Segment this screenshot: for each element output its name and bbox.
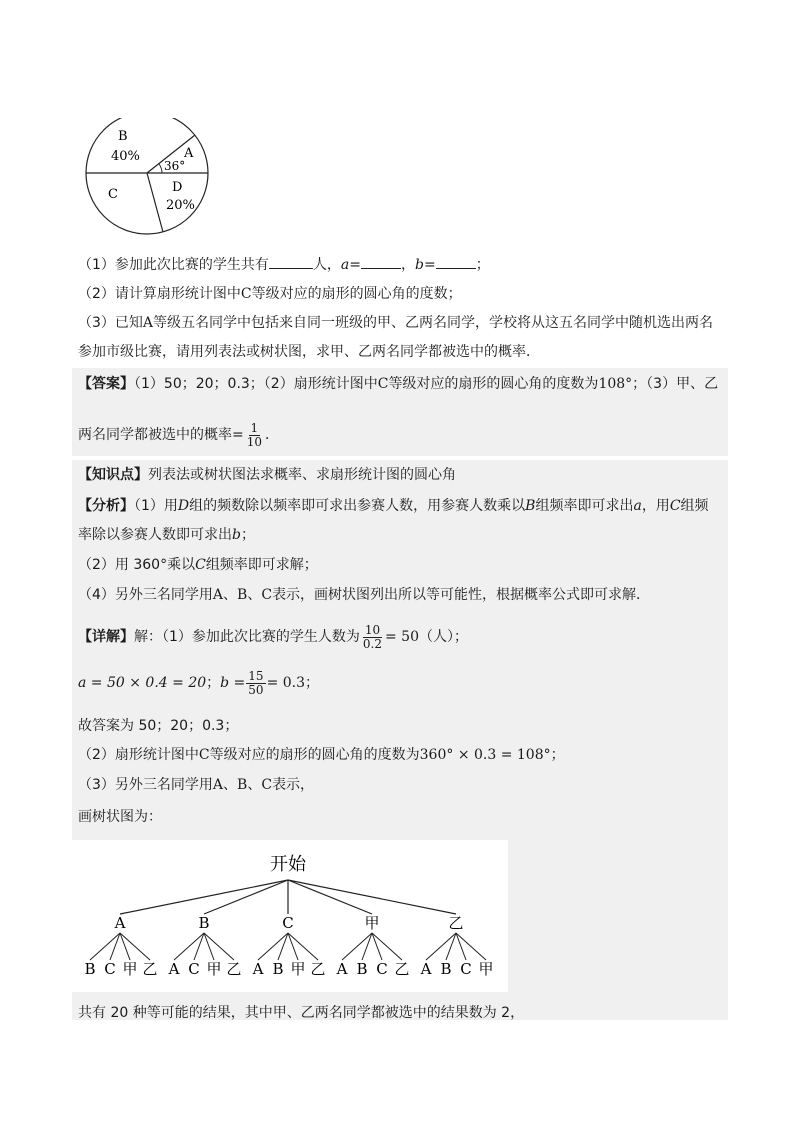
tree-leaf-label: B	[272, 960, 284, 978]
analysis-l1d: ，用	[641, 498, 670, 514]
analysis-l1c: 组频率即可求出	[535, 498, 634, 514]
q1-unit: 人，	[312, 257, 341, 273]
detail-l4-c: C	[198, 747, 210, 763]
detail-l5b: 表示，	[272, 777, 315, 793]
q2-suffix: 等级对应的扇形的圆心角的度数；	[251, 286, 462, 302]
detail-l5-A: A	[212, 777, 224, 793]
detail-line6	[78, 807, 162, 827]
detail-l5-sep2: 、	[247, 777, 262, 793]
detail-l2-sep: ；	[206, 675, 221, 691]
answer-line1	[78, 374, 718, 394]
q3-line2-text: 参加市级比赛，请用列表法或树状图，求甲、乙两名同学都被选中的概率．	[78, 344, 540, 360]
tree-leaf-label: 甲	[478, 960, 494, 978]
q1-var-b: b	[415, 257, 424, 273]
q1-blank-total	[269, 254, 313, 269]
tree-edge-root-3	[288, 880, 372, 914]
detail-f2-num: 15	[248, 668, 264, 683]
tree-leaf-label: C	[104, 960, 116, 978]
detail-f2-result: = 0.3	[266, 675, 306, 691]
detail-tag: 【详解】	[78, 629, 134, 645]
pie-circle	[86, 118, 208, 234]
detail-f2-den: 50	[248, 682, 264, 697]
tree-edge-root-1	[204, 880, 288, 914]
q1-var-a: a	[340, 257, 350, 273]
tree-leaf-label: C	[460, 960, 472, 978]
detail-line3	[78, 716, 238, 736]
detail-l1a: 解：（1）参加此次比赛的学生人数为	[134, 629, 360, 645]
detail-l4a: （2）扇形统计图中	[78, 747, 199, 763]
detail-l5a: （3）另外三名同学用	[78, 777, 213, 793]
tree-leaf-label: C	[376, 960, 388, 978]
detail-l4b: 等级对应的扇形的圆心角的度数为	[209, 747, 420, 763]
tree-leaf-label: A	[420, 960, 432, 978]
answer-eq: =	[232, 427, 244, 443]
pie-divider-cd	[147, 173, 163, 232]
answer-part3: ；（3）甲、乙	[632, 376, 719, 392]
tree-root-label: 开始	[270, 854, 306, 875]
tree-diagram	[72, 840, 508, 992]
tree-edge-root-4	[288, 880, 456, 914]
analysis-l1-c: C	[669, 498, 681, 514]
detail-f1-den: 0.2	[362, 636, 382, 651]
tree-leaf-label: B	[440, 960, 452, 978]
detail-f1-num: 10	[364, 622, 381, 637]
tree-leaf-label: C	[188, 960, 200, 978]
answer-grade-c: C	[377, 376, 389, 392]
question-2	[78, 284, 462, 304]
analysis-l4-C: C	[261, 587, 273, 603]
tree-leaf-label: 乙	[226, 960, 242, 978]
q2-grade-c: C	[240, 286, 252, 302]
tree-leaf-label: 乙	[142, 960, 158, 978]
detail-f1-result: = 50	[385, 629, 419, 645]
tree-leaf-label: A	[252, 960, 264, 978]
analysis-line2	[78, 525, 255, 545]
detail-l5-B: B	[237, 777, 248, 793]
detail-fraction-1	[361, 624, 384, 651]
detail-line5	[78, 775, 314, 795]
detail-eq-a: a = 50 × 0.4 = 20	[78, 675, 207, 691]
q1-blank-a	[361, 254, 401, 269]
q3-prefix: （3）已知	[78, 315, 143, 331]
analysis-line1	[78, 496, 709, 516]
detail-line1	[78, 622, 468, 652]
analysis-l4b: 表示，画树状图列出所以等可能性，根据概率公式即可求解．	[272, 587, 651, 603]
knowledge-tag: 【知识点】	[78, 467, 148, 483]
pie-angle-arc	[159, 164, 162, 173]
pie-label-a: A	[184, 146, 194, 161]
answer-line2-text: 两名同学都被选中的概率	[78, 427, 232, 443]
answer-end: ．	[265, 427, 280, 443]
detail-l4-math: 360° × 0.3 = 108°	[419, 747, 551, 763]
analysis-l1a: （1）用	[134, 498, 178, 514]
pie-pct-d: 20%	[166, 198, 195, 213]
analysis-l2a: 率除以参赛人数即可求出	[78, 527, 232, 543]
answer-probability-fraction	[245, 422, 264, 449]
pie-label-c: C	[108, 187, 118, 202]
detail-last-text: 共有 20 种等可能的结果，其中甲、乙两名同学都被选中的结果数为 2，	[78, 1005, 525, 1021]
tree-leaf-label: A	[336, 960, 348, 978]
pie-label-d: D	[172, 180, 183, 195]
analysis-line4	[78, 585, 650, 605]
detail-l5-sep1: 、	[223, 777, 238, 793]
answer-fraction-den: 10	[246, 434, 263, 449]
analysis-l3-c: C	[195, 557, 206, 573]
q1-prefix: （1）参加此次比赛的学生共有	[78, 257, 269, 273]
analysis-l1-d: D	[177, 498, 190, 514]
detail-eq-b: b =	[220, 675, 246, 691]
question-3-line1	[78, 313, 713, 333]
tree-leaf-label: B	[84, 960, 96, 978]
tree-leaf-label: 甲	[122, 960, 138, 978]
tree-leaf-label: 甲	[290, 960, 306, 978]
question-3-line2	[78, 342, 540, 362]
detail-l3: 故答案为 50；20；0.3；	[78, 718, 239, 734]
analysis-l3b: 组频率即可求解；	[205, 557, 318, 573]
analysis-l3a: （2）用 360°乘以	[78, 557, 196, 573]
pie-pct-b: 40%	[111, 149, 140, 164]
answer-part2: 等级对应的扇形的圆心角的度数为	[388, 376, 599, 392]
analysis-l1-a: a	[633, 498, 642, 514]
detail-l4-end: ；	[550, 747, 565, 763]
q1-eq-a: =	[349, 257, 362, 273]
answer-degree: 108°	[598, 376, 633, 392]
q3-grade-a: A	[142, 315, 154, 331]
analysis-l2-b: b	[232, 527, 241, 543]
tree-leaf-label: 乙	[310, 960, 326, 978]
analysis-l4a: （4）另外三名同学用	[78, 587, 213, 603]
analysis-l4-sep2: 、	[247, 587, 262, 603]
tree-branch-label: B	[198, 914, 210, 932]
q3-suffix: 等级五名同学中包括来自同一班级的甲、乙两名同学，学校将从这五名同学中随机选出两名	[153, 315, 714, 331]
detail-l6: 画树状图为：	[78, 809, 162, 825]
pie-angle-a: 36°	[164, 159, 186, 173]
detail-last-line	[78, 1003, 524, 1023]
q1-eq-b: =	[423, 257, 436, 273]
answer-line2	[78, 421, 279, 449]
detail-fraction-2	[246, 670, 265, 697]
q1-comma: ，	[401, 257, 416, 273]
answer-part1: （1）50；20；0.3；（2）扇形统计图中	[134, 376, 378, 392]
analysis-l1-b: B	[525, 498, 536, 514]
tree-branch-label: 甲	[364, 914, 380, 932]
tree-leaf-label: 乙	[394, 960, 410, 978]
analysis-l4-B: B	[237, 587, 248, 603]
tree-leaf-label: 甲	[206, 960, 222, 978]
tree-branch-label: A	[114, 914, 126, 932]
detail-l1b: （人）；	[419, 629, 468, 645]
detail-line4	[78, 745, 565, 765]
tree-leaf-label: B	[356, 960, 368, 978]
analysis-l1b: 组的频数除以频率即可求出参赛人数，用参赛人数乘以	[189, 498, 526, 514]
pie-label-b: B	[118, 129, 128, 144]
analysis-line3	[78, 555, 318, 575]
answer-tag: 【答案】	[78, 376, 134, 392]
analysis-tag: 【分析】	[78, 498, 134, 514]
detail-l2-end: ；	[305, 675, 320, 691]
tree-edge-root-0	[120, 880, 288, 914]
knowledge-text: 列表法或树状图法求概率、求扇形统计图的圆心角	[148, 467, 456, 483]
analysis-l2c: ；	[240, 527, 255, 543]
detail-l5-C: C	[261, 777, 273, 793]
question-1	[78, 254, 490, 275]
analysis-l4-A: A	[212, 587, 224, 603]
tree-leaf-label: A	[168, 960, 180, 978]
q1-blank-b	[436, 254, 476, 269]
detail-line2	[78, 668, 319, 698]
analysis-l1e: 组频	[680, 498, 709, 514]
q1-end: ；	[475, 257, 490, 273]
answer-fraction-num: 1	[250, 420, 259, 435]
tree-branch-label: C	[282, 914, 294, 932]
pie-chart-figure	[78, 118, 218, 236]
analysis-l4-sep1: 、	[223, 587, 238, 603]
knowledge-line	[78, 465, 456, 485]
tree-branch-label: 乙	[448, 914, 464, 932]
q2-prefix: （2）请计算扇形统计图中	[78, 286, 241, 302]
